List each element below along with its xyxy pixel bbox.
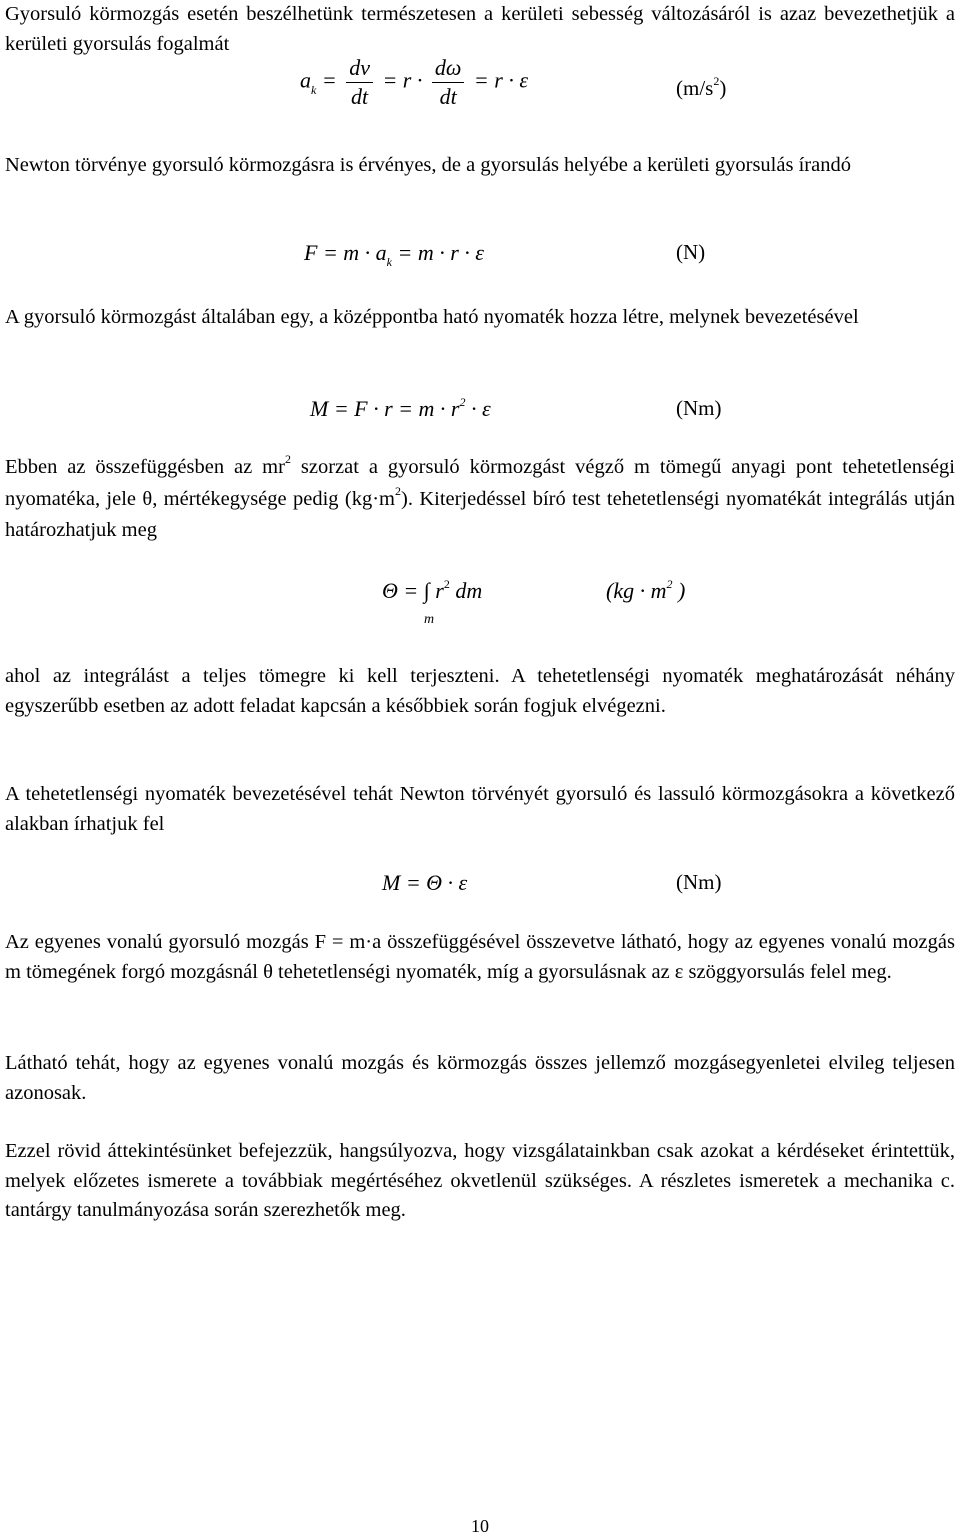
equation-newton-force: $F = m \cdot a_k = m \cdot r \cdot \varepsilon$ bbox=[304, 240, 484, 269]
paragraph-2: Newton törvénye gyorsuló körmozgásra is érvényes, de a gyorsulás helyébe a kerületi gyorsulás írandó bbox=[5, 154, 851, 176]
unit-ms2: $(m/s^2)$ bbox=[676, 74, 727, 100]
paragraph-9: Ezzel rövid áttekintésünket befejezzük, hangsúlyozva, hogy vizsgálatainkban csak azokat a kérdéseket érintettük, melyek előzetes ismerete a továbbiak megértéséhez okvetlenül szükséges. A részletes ismeretek a mechanika c. tantárgy tanulmányozása során szerezhetők meg. bbox=[5, 1140, 955, 1221]
page-number: 10 bbox=[471, 1516, 489, 1536]
paragraph-1: Gyorsuló körmozgás esetén beszélhetünk természetesen a kerületi sebesség változásáról is azaz bevezethetjük a kerületi gyorsulás fogalmát bbox=[5, 3, 955, 55]
equation-tangential-acceleration: $a_k$ = $\frac{dv}{dt}$ = r · $\frac{d\omega}{dt}$ = r · ε bbox=[300, 55, 528, 109]
paragraph-7: Az egyenes vonalú gyorsuló mozgás F = m·a összefüggésével összevetve látható, hogy az egyenes vonalú mozgás m tömegének forgó mozgásnál θ tehetetlenségi nyomaték, míg a gyorsulásnak az ε szöggyorsulás felel meg. bbox=[5, 931, 955, 983]
unit-nm-2: (Nm) bbox=[676, 870, 722, 894]
paragraph-3: A gyorsuló körmozgást általában egy, a középpontba ható nyomaték hozza létre, melynek bevezetésével bbox=[5, 306, 859, 328]
paragraph-6: A tehetetlenségi nyomaték bevezetésével tehát Newton törvényét gyorsuló és lassuló körmozgásokra a következő alakban írhatjuk fel bbox=[5, 783, 955, 835]
unit-n: (N) bbox=[676, 240, 706, 264]
integral-lower-limit: m bbox=[424, 612, 435, 627]
equation-moment-of-inertia: Θ = ∫ $r^2$ dm bbox=[382, 577, 483, 603]
equation-torque: $M = F \cdot r = m \cdot r^2 \cdot \varepsilon$ bbox=[310, 395, 491, 421]
equation-rotational-newton: M = Θ · ε bbox=[382, 870, 468, 895]
paragraph-8: Látható tehát, hogy az egyenes vonalú mozgás és körmozgás összes jellemző mozgásegyenletei elvileg teljesen azonosak. bbox=[5, 1052, 955, 1104]
paragraph-5: ahol az integrálást a teljes tömegre ki kell terjeszteni. A tehetetlenségi nyomaték meghatározását néhány egyszerűbb esetben az adott feladat kapcsán a későbbiek során fogjuk elvégezni. bbox=[5, 665, 955, 717]
unit-kgm2: ($kg \cdot m^2$ ) bbox=[606, 577, 686, 603]
paragraph-4: Ebben az összefüggésben az $mr^2$ szorzat a gyorsuló körmozgást végző m tömegű anyagi pont tehetetlenségi nyomatéka, jele θ, mértékegysége pedig $(kg\cdot m^2)$. Kiterjedéssel bíró test tehetetlenségi nyomatékát integrálás utján határozhatjuk meg bbox=[5, 452, 956, 541]
unit-nm-1: (Nm) bbox=[676, 396, 722, 420]
